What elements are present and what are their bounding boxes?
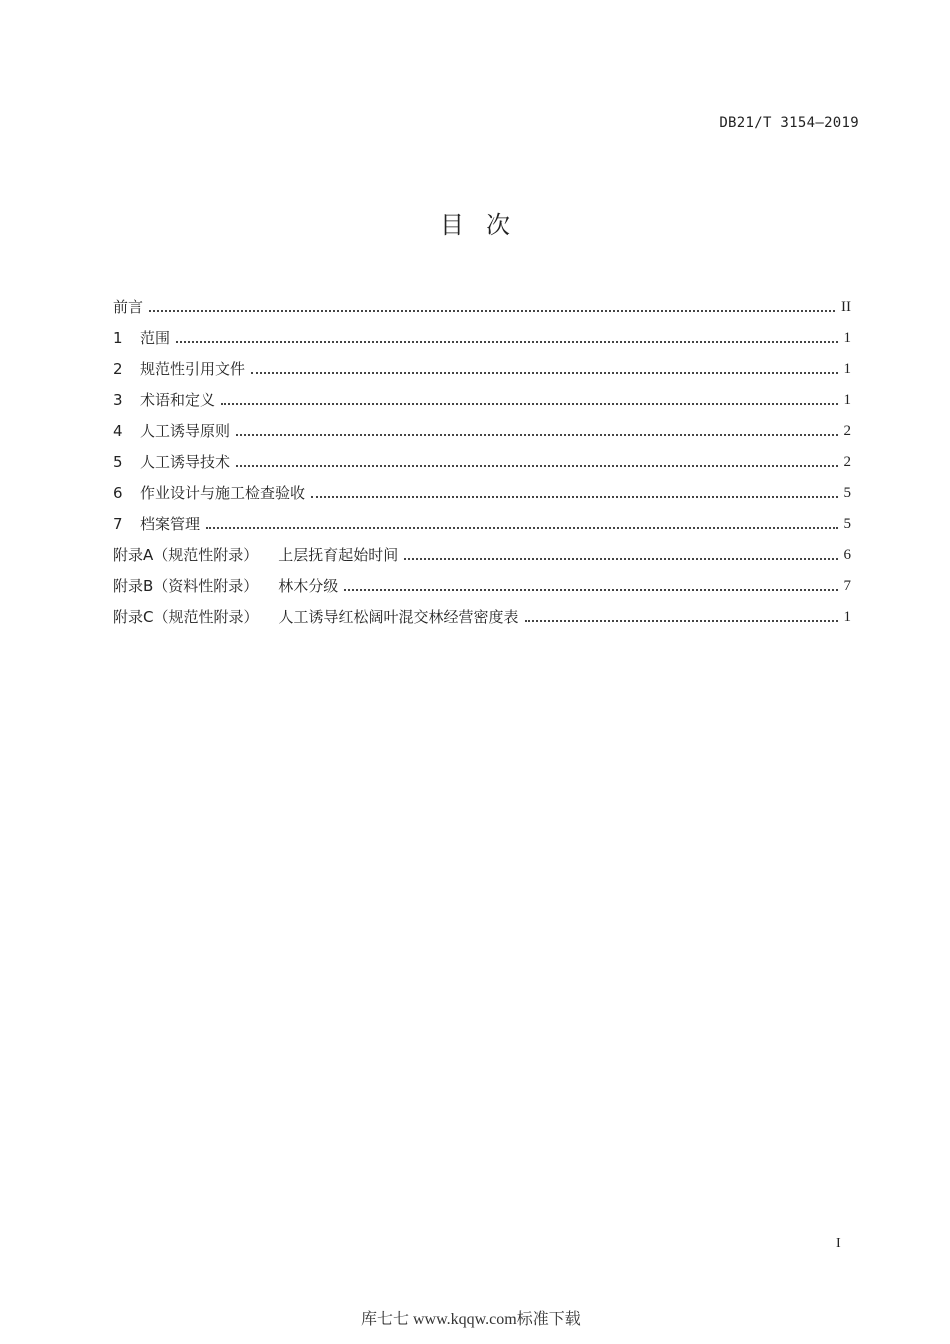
toc-entry-page: 1 (843, 361, 851, 377)
toc-entry[interactable] (113, 411, 851, 442)
toc-entry-title (113, 606, 519, 628)
dot-leader (344, 589, 837, 591)
toc-entry[interactable] (113, 597, 851, 628)
toc-entry-page: 5 (843, 485, 851, 501)
toc-entry-number: 附录B（资料性附录） (113, 577, 259, 595)
toc-entry-page: 7 (843, 578, 851, 594)
toc-entry-label: 上层抚育起始时间 (278, 546, 399, 564)
toc-entry[interactable] (113, 566, 851, 597)
toc-entry-title (113, 544, 398, 566)
dot-leader (149, 310, 835, 312)
toc-entry[interactable] (113, 504, 851, 535)
page-number: I (836, 1236, 841, 1251)
toc-entry-number: 5 (113, 453, 123, 471)
toc-entry-page: II (841, 299, 851, 315)
toc-entry-label: 前言 (113, 298, 144, 316)
toc-entry-title (113, 575, 338, 597)
toc-entry-label: 人工诱导原则 (140, 422, 231, 440)
dot-leader (311, 496, 837, 498)
toc-entry-title (113, 327, 170, 349)
dot-leader (251, 372, 837, 374)
toc-entry-title (113, 451, 230, 473)
dot-leader (525, 620, 838, 622)
toc-entry-page: 1 (843, 392, 851, 408)
toc-entry[interactable] (113, 535, 851, 566)
standard-number: DB21/T 3154—2019 (719, 115, 859, 131)
toc-entry-number: 4 (113, 422, 123, 440)
toc-entry-number: 3 (113, 391, 123, 409)
toc-entry-label: 档案管理 (140, 515, 201, 533)
toc-entry-page: 6 (843, 547, 851, 563)
toc-entry[interactable] (113, 349, 851, 380)
toc-entry[interactable] (113, 380, 851, 411)
toc-entry-label: 人工诱导红松阔叶混交林经营密度表 (278, 608, 519, 626)
toc-entry[interactable] (113, 442, 851, 473)
dot-leader (176, 341, 837, 343)
page-title: 目次 (440, 211, 532, 239)
toc-entry-label: 规范性引用文件 (140, 360, 246, 378)
toc-entry-page: 2 (843, 423, 851, 439)
dot-leader (206, 527, 837, 529)
toc-entry-page: 1 (843, 609, 851, 625)
toc-entry-label: 林木分级 (278, 577, 339, 595)
toc-entry-number: 2 (113, 360, 123, 378)
toc-entry-title (113, 389, 215, 411)
toc-entry[interactable] (113, 318, 851, 349)
toc-entry-title (113, 358, 245, 380)
toc-entry-title (113, 420, 230, 442)
toc-entry-number: 附录C（规范性附录） (113, 608, 259, 626)
dot-leader (221, 403, 837, 405)
dot-leader (404, 558, 837, 560)
toc-entry[interactable] (113, 287, 851, 318)
dot-leader (236, 434, 837, 436)
toc-entry-title (113, 513, 200, 535)
toc-entry-label: 作业设计与施工检查验收 (140, 484, 306, 502)
toc-entry-title (113, 296, 143, 318)
toc-entry-label: 人工诱导技术 (140, 453, 231, 471)
toc-entry-page: 5 (843, 516, 851, 532)
toc-entry-label: 术语和定义 (140, 391, 216, 409)
dot-leader (236, 465, 837, 467)
toc-entry-number: 6 (113, 484, 123, 502)
toc-entry-page: 2 (843, 454, 851, 470)
toc-entry[interactable] (113, 473, 851, 504)
toc-entry-page: 1 (843, 330, 851, 346)
toc-entry-number: 7 (113, 515, 123, 533)
table-of-contents (113, 287, 851, 628)
footer-watermark: 库七七 www.kqqw.com标准下载 (361, 1311, 581, 1328)
toc-entry-number: 1 (113, 329, 123, 347)
toc-entry-title (113, 482, 305, 504)
toc-entry-number: 附录A（规范性附录） (113, 546, 259, 564)
toc-entry-label: 范围 (140, 329, 171, 347)
